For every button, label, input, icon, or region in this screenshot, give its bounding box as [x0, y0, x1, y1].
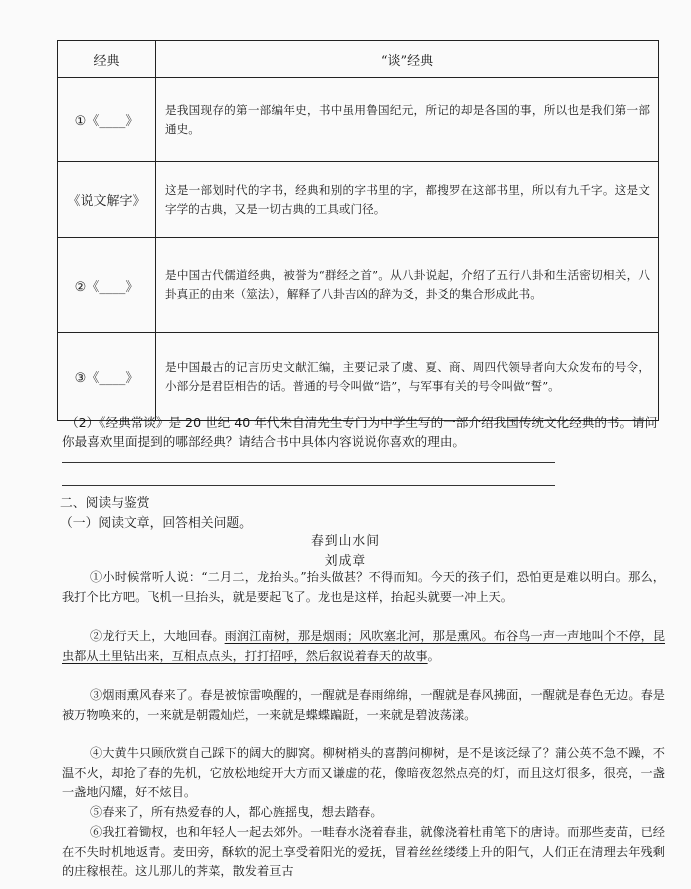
- classic-name-blank-2[interactable]: ②《____》: [58, 238, 156, 333]
- classic-name-blank-1[interactable]: ①《____》: [58, 78, 156, 162]
- table-header-row: [58, 41, 659, 78]
- paragraph-5: ⑤春来了，所有热爱春的人，都心旌摇曳，想去踏春。: [90, 805, 383, 819]
- classic-description: 这是一部划时代的字书，经典和别的字书里的字，都搜罗在这部书里，所以有九千字。这是文字学的古典，又是一切古典的工具或门径。: [156, 162, 659, 238]
- paragraph-4: ④大黄牛只顾欣赏自己踩下的阔大的脚窝。柳树梢头的喜鹊问柳树，是不是该泛绿了？蒲公英不急不躁，不温不火，却抢了春的先机，它放松地绽开大方而又谦虚的花，像暗夜忽然点亮的灯，而且这灯很多，很亮，一盏一盏地闪耀，好不炫目。: [62, 746, 665, 799]
- classic-description: 是中国古代儒道经典，被誉为“群经之首”。从八卦说起，介绍了五行八卦和生活密切相关，八卦真正的由来（筮法），解释了八卦吉凶的辞为爻，卦爻的集合形成此书。: [156, 238, 659, 333]
- table-row: [58, 333, 659, 421]
- paragraph-6: ⑥我扛着锄杈，也和年轻人一起去郊外。一畦春水浇着春韭，就像浇着杜甫笔下的唐诗。而那些麦苗，已经在不失时机地返青。麦田旁，酥软的泥土享受着阳光的爱抚，冒着丝丝缕缕上升的阳气，人们正在清理去年残剩的庄稼根茬。这儿那儿的荠菜，散发着亘古: [62, 825, 665, 878]
- article-title: 春到山水间: [311, 534, 380, 549]
- header-talk-classic: “谈”经典: [156, 41, 659, 78]
- classic-name: 《说文解字》: [58, 162, 156, 238]
- paragraph-2-end: 。: [427, 648, 440, 663]
- paragraph-2-lead: ②龙行天上，大地回春。: [90, 629, 225, 643]
- answer-line[interactable]: [62, 462, 555, 463]
- article-author: 刘成章: [324, 554, 367, 569]
- classics-table: [57, 40, 659, 421]
- classic-description: 是中国最古的记言历史文献汇编，主要记录了虞、夏、商、周四代领导者向大众发布的号令，小部分是君臣相告的话。普通的号令叫做“诰”，与军事有关的号令叫做“誓”。: [156, 333, 659, 421]
- paragraph-1: ①小时候常听人说：“二月二，龙抬头。”抬头做甚？不得而知。今天的孩子们，恐怕更是难以明白。那么，我打个比方吧。飞机一旦抬头，就是要起飞了。龙也是这样，抬起头就要一冲上天。: [62, 570, 665, 604]
- underlined-passage: 雨润江南树，那是烟雨；风吹塞北河，那是熏风。布谷鸟一声一声地叫个不停，昆虫都从土里钻出来，互相点点头，打打招呼，然后叙说着春天的故事: [62, 629, 666, 663]
- classic-name-blank-3[interactable]: ③《____》: [58, 333, 156, 421]
- classic-description: 是我国现存的第一部编年史，书中虽用鲁国纪元，所记的却是各国的事，所以也是我们第一部通史。: [156, 78, 659, 162]
- paragraph-2: [62, 627, 665, 666]
- section-heading: 二、阅读与鉴赏: [60, 496, 150, 511]
- table-row: [58, 78, 659, 162]
- sub-heading: （一）阅读文章，回答相关问题。: [60, 516, 252, 531]
- header-classic: 经典: [58, 41, 156, 78]
- paragraph-3: ③烟雨熏风春来了。春是被惊雷唤醒的，一醒就是春雨绵绵，一醒就是春风拂面，一醒就是春色无边。春是被万物唤来的，一来就是朝霞灿烂，一来就是蝶蝶蹁跹，一来就是碧波荡漾。: [62, 688, 665, 722]
- table-row: [58, 238, 659, 333]
- question-2: （2）《经典常谈》是 20 世纪 40 年代朱自清先生专门为中学生写的一部介绍我国传统文化经典的书。请问你最喜欢里面提到的哪部经典？请结合书中具体内容说说你喜欢的理由。: [62, 415, 658, 449]
- table-row: [58, 162, 659, 238]
- answer-line[interactable]: [62, 485, 555, 486]
